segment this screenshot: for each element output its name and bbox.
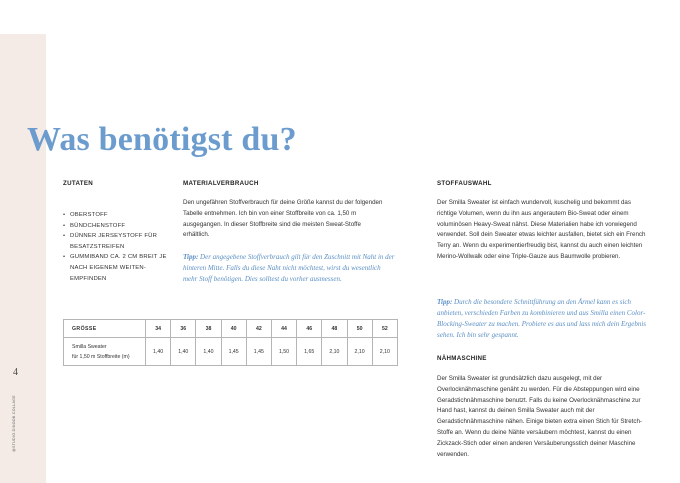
zutaten-list [63,210,171,284]
list-item: • BÜNDCHENSTOFF [63,221,171,232]
size-header-cell: 44 [271,320,296,338]
size-header-cell: 38 [196,320,221,338]
naehmaschine-text: Der Smilla Sweater ist grundsätzlich dazu ausgelegt, mit der Overlocknähmaschine genäht zu werden. Für die Absteppungen wird eine Geradstichnähmaschine benutzt. Falls du keine Overlocknähmaschine zur Hand hast, kannst du deinen Smilla Sweater auch mit der Geradstichnähmaschine nähen. Einige bieten extra einen Stich für Stretch-Stoffe an. Wenn du deine Nähte versäubern möchtest, kannst du einen Zickzack-Stich oder einen anderen Versäuberungsstich deiner Maschine verwenden. [437,375,642,458]
stoffauswahl-heading: STOFFAUSWAHL [437,180,492,187]
decorative-side-band [0,34,46,483]
page-title: Was benötigst du? [27,121,297,158]
value-cell: 2,10 [322,338,347,366]
list-item: • GUMMIBAND CA. 2 CM BREIT JE NACH EIGENEM WEITENEMPFINDEN [63,252,171,284]
size-header-cell: 36 [171,320,196,338]
row-label-line1: Smilla Sweater [72,343,107,350]
size-header-cell: 40 [221,320,246,338]
value-cell: 1,65 [297,338,322,366]
value-cell: 1,45 [246,338,271,366]
value-cell: 1,40 [196,338,221,366]
zutaten-heading: ZUTATEN [63,180,94,187]
value-cell: 1,40 [146,338,171,366]
tip-text: Durch die besondere Schnittführung an den Ärmel kann es sich anbieten, verschieden Farben zu kombinieren und aus Smilla einen Color-Blocking-Sweater zu machen. Probiere es aus und lass mich dein Ergebnis sehen. Ich bin sehr gespannt. [437,298,646,339]
stoffauswahl-text: Der Smilla Sweater ist einfach wundervoll, kuschelig und bekommt das richtige Volumen, wenn du ihn aus angerautem Bio-Sweat oder einem voluminösen Heavy-Sweat nähst. Diese Materialien habe ich vorwiegend verwendet. Soll dein Sweater etwas leichter ausfallen, bietet sich ein French Terry an. Wenn du experimentierfreudig bist, kannst du auch einen leichten Merino-Wollwalk oder eine Triple-Gauze aus Baumwolle probieren. [437,199,646,260]
stoffauswahl-tip [437,297,650,341]
page-number: 4 [13,367,18,378]
size-header-cell: 42 [246,320,271,338]
table-header-row [64,320,398,338]
materialverbrauch-tip [183,252,395,285]
size-header-label: GRÖSSE [64,320,146,338]
materialverbrauch-text: Den ungefähren Stoffverbrauch für deine Größe kannst du der folgenden Tabelle entnehmen. Ich bin von einer Stoffbreite von ca. 1,50 m ausgegangen. In dieser Stoffbreite sind die meisten Sweat-Stoffe erhältlich. [183,199,383,239]
naehmaschine-heading: NÄHMASCHINE [437,355,487,362]
size-header-cell: 48 [322,320,347,338]
value-cell: 2,10 [347,338,372,366]
size-header-cell: 34 [146,320,171,338]
row-label [64,338,146,366]
row-label-line2: für 1,50 m Stoffbreite (m) [72,353,130,360]
table-row [64,338,398,366]
tip-label: Tipp: [437,298,453,306]
tip-text: Der angegebene Stoffverbrauch gilt für den Zuschnitt mit Naht in der hinteren Mitte. Falls du diese Naht nicht möchtest, wirst du wesentlich mehr Stoff benötigen. Dies solltest du vorher ausmessen. [183,253,395,283]
list-item: • DÜNNER JERSEYSTOFF FÜR BESATZSTREIFEN [63,231,171,252]
size-header-cell: 50 [347,320,372,338]
value-cell: 1,45 [221,338,246,366]
size-table [63,319,398,366]
tip-label: Tipp: [183,253,199,261]
photo-credit: @STUDIO.DINOOB.COLLAGE [12,395,16,452]
value-cell: 1,50 [271,338,296,366]
value-cell: 2,10 [372,338,397,366]
list-item: • OBERSTOFF [63,210,171,221]
materialverbrauch-heading: MATERIALVERBRAUCH [183,180,259,187]
size-header-cell: 52 [372,320,397,338]
size-header-cell: 46 [297,320,322,338]
value-cell: 1,40 [171,338,196,366]
